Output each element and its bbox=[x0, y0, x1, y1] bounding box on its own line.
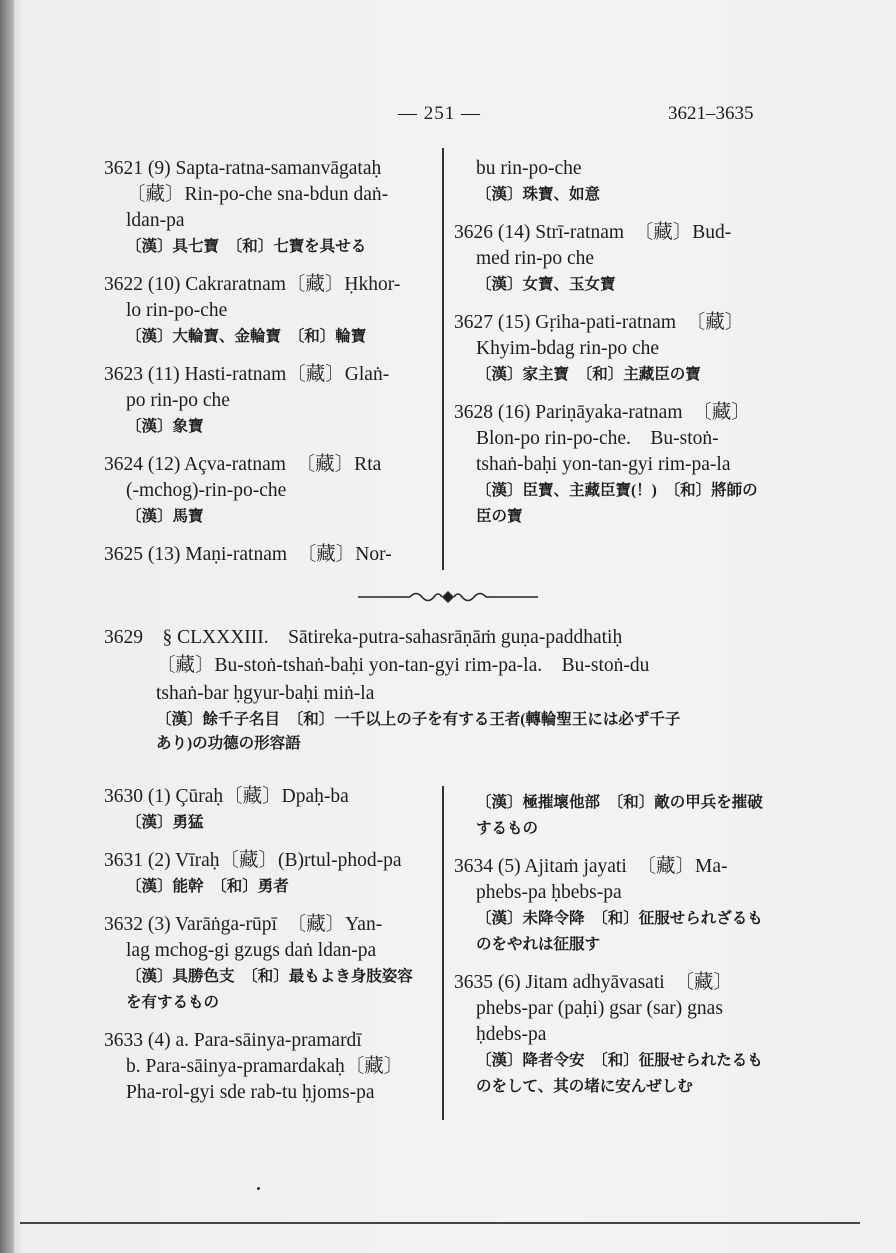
dictionary-entry bbox=[454, 790, 794, 842]
section-line: tshaṅ-bar ḥgyur-baḥi miṅ-la bbox=[156, 683, 375, 704]
dictionary-entry bbox=[104, 912, 438, 1016]
dictionary-entry bbox=[454, 970, 794, 1100]
dictionary-entry bbox=[104, 272, 438, 350]
entry-translation: 〔漢〕未降令降 〔和〕征服せられざるも bbox=[476, 910, 763, 927]
entry-translation: 臣の寶 bbox=[476, 508, 523, 525]
entry-continuation: Khyim-bdag rin-po che bbox=[476, 338, 660, 359]
section-translation: あり)の功德の形容語 bbox=[156, 735, 301, 752]
entry-continuation: lag mchog-gi gzugs daṅ ldan-pa bbox=[126, 940, 377, 961]
entry-translation: するもの bbox=[476, 820, 539, 837]
entry-headline: 3622 (10) Cakraratnam〔藏〕Ḥkhor- bbox=[104, 274, 401, 295]
entry-headline: 3624 (12) Açva-ratnam 〔藏〕Rta bbox=[104, 454, 382, 475]
dictionary-entry bbox=[454, 854, 794, 958]
entry-continuation: Pha-rol-gyi sde rab-tu ḥjoms-pa bbox=[126, 1082, 375, 1103]
dictionary-entry bbox=[104, 1028, 438, 1106]
dictionary-entry bbox=[104, 542, 438, 568]
entry-translation: 〔漢〕馬寶 bbox=[126, 508, 204, 525]
entry-translation: のをして、其の堵に安んぜしむ bbox=[476, 1078, 693, 1095]
entry-headline: 3628 (16) Pariṇāyaka-ratnam 〔藏〕 bbox=[454, 402, 751, 423]
dictionary-entry bbox=[454, 220, 794, 298]
entry-continuation: 〔藏〕Rin-po-che sna-bdun daṅ- bbox=[126, 184, 389, 205]
entry-headline: 3627 (15) Gṛiha-pati-ratnam 〔藏〕 bbox=[454, 312, 745, 333]
entry-continuation: po rin-po che bbox=[126, 390, 230, 411]
section-title: 3629 § CLXXXIII. Sātireka-putra-sahasrāṇāṁ guṇa-paddhatiḥ bbox=[104, 627, 623, 648]
entry-translation: 〔漢〕珠寶、如意 bbox=[476, 186, 601, 203]
bottom-column-divider bbox=[442, 786, 444, 1120]
top-right-column bbox=[454, 156, 794, 542]
entry-translation: 〔漢〕極摧壞他部 〔和〕敵の甲兵を摧破 bbox=[476, 794, 763, 811]
entry-continuation: ldan-pa bbox=[126, 210, 185, 231]
dictionary-entry bbox=[104, 848, 438, 900]
entry-translation: を有するもの bbox=[126, 994, 220, 1011]
entry-headline: 3631 (2) Vīraḥ〔藏〕(B)rtul-phod-pa bbox=[104, 850, 402, 871]
entry-translation: 〔漢〕家主寶 〔和〕主藏臣の寶 bbox=[476, 366, 701, 383]
entry-continuation: phebs-pa ḥbebs-pa bbox=[476, 882, 622, 903]
page-number: — 251 — bbox=[398, 103, 481, 124]
entry-headline: 3632 (3) Varāṅga-rūpī 〔藏〕Yan- bbox=[104, 914, 383, 935]
entry-continuation: tshaṅ-baḥi yon-tan-gyi rim-pa-la bbox=[476, 454, 731, 475]
entry-headline: 3623 (11) Hasti-ratnam〔藏〕Glaṅ- bbox=[104, 364, 390, 385]
section-heading-block bbox=[104, 624, 804, 756]
entry-translation: 〔漢〕大輪寶、金輪寶 〔和〕輪寶 bbox=[126, 328, 367, 345]
dictionary-entry bbox=[454, 400, 794, 530]
entry-continuation: (-mchog)-rin-po-che bbox=[126, 480, 287, 501]
entry-translation: 〔漢〕降者令安 〔和〕征服せられたるも bbox=[476, 1052, 763, 1069]
section-line: 〔藏〕Bu-stoṅ-tshaṅ-baḥi yon-tan-gyi rim-pa-la. Bu-stoṅ-du bbox=[156, 655, 650, 676]
entry-translation: 〔漢〕能幹 〔和〕勇者 bbox=[126, 878, 289, 895]
entry-translation: 〔漢〕臣寶、主藏臣寶(！) 〔和〕將師の bbox=[476, 482, 758, 499]
dictionary-entry bbox=[104, 784, 438, 836]
entry-continuation: Blon-po rin-po-che. Bu-stoṅ- bbox=[476, 428, 719, 449]
speck bbox=[257, 1187, 260, 1190]
bottom-right-column bbox=[454, 790, 794, 1112]
entry-headline: 3635 (6) Jitam adhyāvasati 〔藏〕 bbox=[454, 972, 733, 993]
entry-translation: 〔漢〕具勝色支 〔和〕最もよき身肢姿容 bbox=[126, 968, 413, 985]
entry-headline: 3633 (4) a. Para-sāinya-pramardī bbox=[104, 1030, 362, 1051]
top-left-column bbox=[104, 156, 438, 580]
entry-translation: 〔漢〕女寶、玉女寶 bbox=[476, 276, 616, 293]
dictionary-entry bbox=[104, 156, 438, 260]
entry-headline: 3630 (1) Çūraḥ〔藏〕Dpaḥ-ba bbox=[104, 786, 349, 807]
entry-translation: 〔漢〕勇猛 bbox=[126, 814, 204, 831]
entry-continuation: b. Para-sāinya-pramardakaḥ〔藏〕 bbox=[126, 1056, 404, 1077]
bottom-left-column bbox=[104, 784, 438, 1118]
entry-continuation: lo rin-po-che bbox=[126, 300, 228, 321]
entry-translation: 〔漢〕具七寶 〔和〕七寶を具せる bbox=[126, 238, 367, 255]
dictionary-entry bbox=[104, 362, 438, 440]
page-binding-shadow bbox=[0, 0, 14, 1253]
dictionary-entry bbox=[454, 156, 794, 208]
entry-continuation: ḥdebs-pa bbox=[476, 1024, 547, 1045]
entry-headline: 3621 (9) Sapta-ratna-samanvāgataḥ bbox=[104, 158, 382, 179]
entry-continuation: med rin-po che bbox=[476, 248, 595, 269]
entry-headline: 3634 (5) Ajitaṁ jayati 〔藏〕Ma- bbox=[454, 856, 728, 877]
top-column-divider bbox=[442, 148, 444, 570]
entry-translation: 〔漢〕象寶 bbox=[126, 418, 204, 435]
entry-range: 3621–3635 bbox=[668, 103, 754, 124]
entry-translation: のをやれは征服す bbox=[476, 936, 601, 953]
dictionary-entry bbox=[104, 452, 438, 530]
entry-continuation: phebs-par (paḥi) gsar (sar) gnas bbox=[476, 998, 723, 1019]
section-translation: 〔漢〕餘千子名目 〔和〕一千以上の子を有する王者(轉輪聖王には必ず千子 bbox=[156, 711, 681, 728]
dictionary-entry bbox=[454, 310, 794, 388]
entry-headline: bu rin-po-che bbox=[476, 158, 582, 179]
entry-headline: 3626 (14) Strī-ratnam 〔藏〕Bud- bbox=[454, 222, 732, 243]
ornament-divider bbox=[358, 587, 538, 607]
entry-headline: 3625 (13) Maṇi-ratnam 〔藏〕Nor- bbox=[104, 544, 392, 565]
bottom-rule bbox=[20, 1222, 860, 1224]
